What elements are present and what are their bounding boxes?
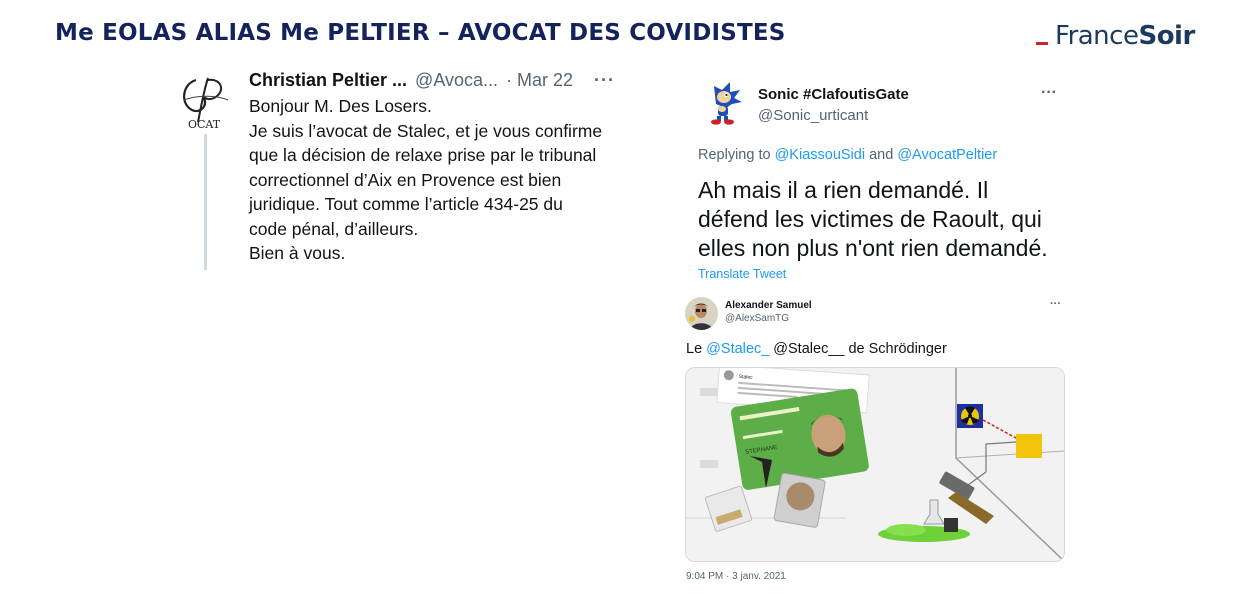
right-tweet-handle[interactable]: @Sonic_urticant (758, 107, 869, 124)
tweet-line: code pénal, d’ailleurs. (249, 218, 419, 239)
mention-link[interactable]: @Stalec_ (706, 341, 770, 357)
mention-link[interactable]: @AvocatPeltier (897, 147, 998, 163)
monogram-logo-icon (174, 70, 236, 132)
left-tweet-date[interactable]: · Mar 22 (506, 70, 574, 90)
replying-and-label: and (865, 147, 898, 163)
svg-text:OCAT: OCAT (188, 118, 221, 131)
more-options-icon[interactable]: ··· (1041, 84, 1057, 101)
more-options-icon[interactable]: ··· (1050, 298, 1061, 310)
sonic-avatar[interactable] (700, 80, 746, 126)
tweet-line: correctionnel d’Aix en Provence est bien (249, 169, 562, 190)
replying-to-line (698, 147, 997, 163)
quoted-author-handle[interactable]: @AlexSamTG (725, 313, 790, 324)
peltier-avatar[interactable] (174, 70, 236, 132)
left-tweet-author-name[interactable]: Christian Peltier ... (249, 70, 408, 90)
quoted-tweet-timestamp[interactable]: 9:04 PM · 3 janv. 2021 (686, 571, 786, 582)
quoted-author-name[interactable]: Alexander Samuel (725, 300, 812, 311)
person-photo-icon (685, 297, 718, 330)
right-tweet-author-name[interactable]: Sonic #ClafoutisGate (758, 86, 909, 103)
tweet-line: Ah mais il a rien demandé. Il (698, 177, 989, 203)
page-headline: Me EOLAS ALIAS Me PELTIER – AVOCAT DES COVIDISTES (55, 20, 786, 46)
quoted-text-suffix: @Stalec__ de Schrödinger (769, 341, 947, 357)
sonic-character-icon (700, 80, 746, 126)
quoted-tweet-text (686, 341, 947, 357)
mention-link[interactable]: @KiassouSidi (774, 147, 866, 163)
logo-text-soir: Soir (1138, 21, 1195, 51)
tweet-line: défend les victimes de Raoult, qui (698, 206, 1042, 232)
more-options-icon[interactable]: ··· (594, 70, 615, 90)
quoted-tweet-image[interactable] (685, 367, 1065, 562)
left-tweet-handle[interactable]: @Avoca... (415, 70, 499, 90)
left-tweet-text (249, 94, 629, 266)
francesoir-logo[interactable] (1036, 19, 1195, 51)
tweet-line: Bonjour M. Des Losers. (249, 96, 432, 116)
tweet-line: Je suis l’avocat de Stalec, et je vous confirme (249, 120, 603, 141)
tweet-line: Bien à vous. (249, 243, 346, 263)
logo-accent-dash (1036, 42, 1048, 45)
card-header-text: Stalec (738, 373, 753, 381)
tweet-line: juridique. Tout comme l’article 434-25 du (249, 194, 563, 214)
quoted-text-prefix: Le (686, 341, 707, 357)
schrodinger-illustration-icon (686, 368, 1064, 561)
logo-text-france: France (1055, 21, 1139, 51)
tweet-line: elles non plus n'ont rien demandé. (698, 235, 1048, 261)
card-name-text: STEPHANE (744, 444, 778, 456)
thread-line (204, 134, 207, 270)
left-tweet-header (249, 70, 573, 91)
replying-to-label: Replying to (698, 147, 775, 163)
right-tweet-text (698, 176, 1068, 263)
tweet-line: que la décision de relaxe prise par le tribunal (249, 145, 597, 165)
alexander-samuel-avatar[interactable] (685, 297, 718, 330)
translate-tweet-link[interactable]: Translate Tweet (698, 267, 787, 281)
